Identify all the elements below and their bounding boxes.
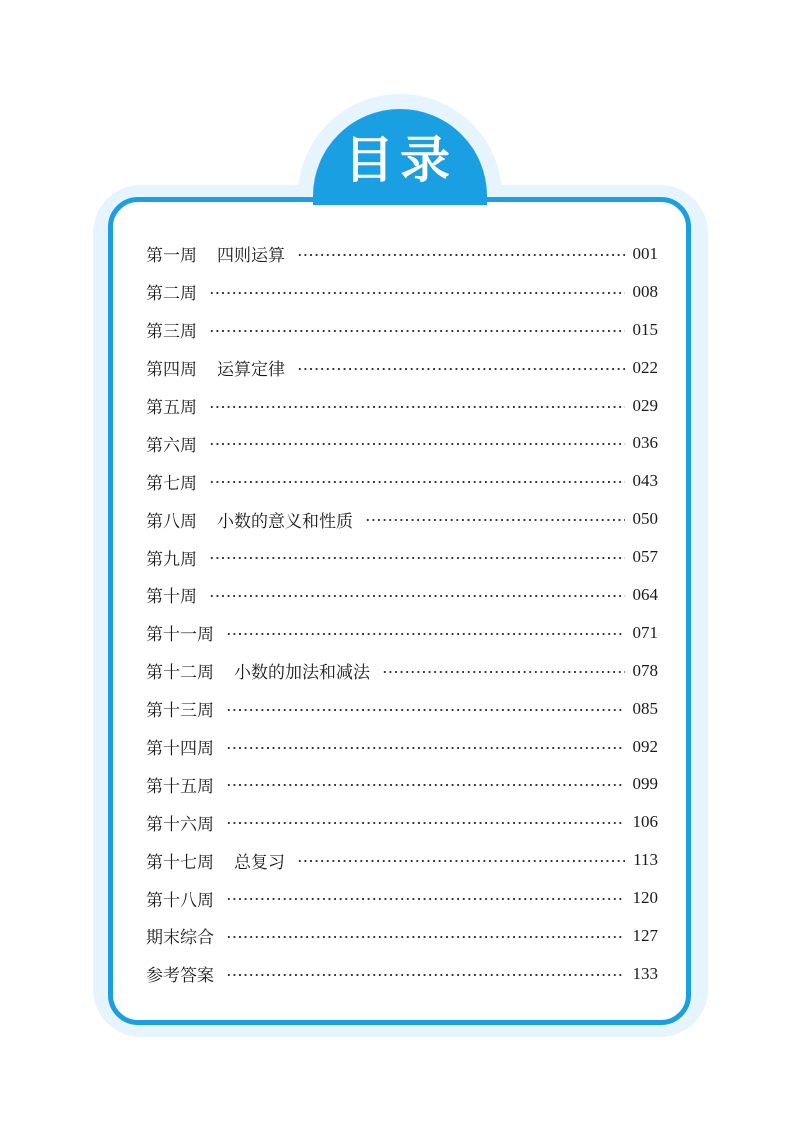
toc-entry-label: 第六周 bbox=[146, 435, 197, 456]
dot-leader bbox=[365, 519, 625, 521]
toc-entry-page: 022 bbox=[632, 357, 658, 377]
toc-entry-label: 第二周 bbox=[146, 284, 197, 305]
toc-list bbox=[146, 235, 658, 993]
toc-entry[interactable] bbox=[146, 841, 658, 879]
dot-leader bbox=[226, 898, 625, 900]
toc-entry-page: 106 bbox=[632, 812, 658, 832]
toc-entry-label: 第十四周 bbox=[146, 739, 214, 760]
toc-entry-page: 029 bbox=[632, 395, 658, 415]
dot-leader bbox=[297, 368, 625, 370]
toc-entry[interactable] bbox=[146, 273, 658, 311]
toc-entry-page: 050 bbox=[632, 509, 658, 529]
toc-entry-label: 第一周 bbox=[146, 246, 197, 267]
toc-entry[interactable] bbox=[146, 424, 658, 462]
toc-entry-label: 第十五周 bbox=[146, 776, 214, 797]
toc-entry-page: 099 bbox=[632, 774, 658, 794]
dot-leader bbox=[226, 936, 625, 938]
dot-leader bbox=[226, 709, 625, 711]
toc-entry[interactable] bbox=[146, 462, 658, 500]
toc-entry-page: 008 bbox=[632, 281, 658, 301]
dot-leader bbox=[209, 595, 625, 597]
toc-entry-label: 第八周 bbox=[146, 511, 197, 532]
toc-entry-topic: 四则运算 bbox=[217, 246, 285, 267]
dot-leader bbox=[226, 747, 625, 749]
toc-entry[interactable] bbox=[146, 803, 658, 841]
toc-entry-label: 第十八周 bbox=[146, 890, 214, 911]
toc-entry-page: 092 bbox=[632, 736, 658, 756]
toc-entry-page: 078 bbox=[632, 660, 658, 680]
toc-entry-page: 133 bbox=[632, 963, 658, 983]
dot-leader bbox=[209, 292, 625, 294]
toc-entry-page: 064 bbox=[632, 584, 658, 604]
toc-entry-topic: 小数的意义和性质 bbox=[217, 511, 353, 532]
dot-leader bbox=[226, 784, 625, 786]
dot-leader bbox=[209, 406, 625, 408]
toc-entry-label: 第十三周 bbox=[146, 701, 214, 722]
toc-entry[interactable] bbox=[146, 728, 658, 766]
dot-leader bbox=[382, 671, 625, 673]
dot-leader bbox=[209, 443, 625, 445]
toc-entry[interactable] bbox=[146, 387, 658, 425]
toc-entry[interactable] bbox=[146, 765, 658, 803]
toc-entry[interactable] bbox=[146, 538, 658, 576]
toc-entry-label: 第十六周 bbox=[146, 814, 214, 835]
toc-entry[interactable] bbox=[146, 235, 658, 273]
dot-leader bbox=[226, 822, 625, 824]
page-title: 目录 bbox=[344, 131, 456, 189]
toc-entry[interactable] bbox=[146, 652, 658, 690]
toc-entry[interactable] bbox=[146, 311, 658, 349]
toc-entry-label: 第九周 bbox=[146, 549, 197, 570]
toc-entry-label: 第三周 bbox=[146, 322, 197, 343]
toc-entry[interactable] bbox=[146, 614, 658, 652]
toc-entry-topic: 总复习 bbox=[234, 852, 285, 873]
toc-entry-page: 071 bbox=[632, 622, 658, 642]
dot-leader bbox=[297, 254, 625, 256]
toc-entry-label: 第十二周 bbox=[146, 663, 214, 684]
toc-entry-page: 043 bbox=[632, 471, 658, 491]
toc-entry-page: 036 bbox=[632, 433, 658, 453]
toc-entry-label: 第五周 bbox=[146, 398, 197, 418]
toc-entry[interactable] bbox=[146, 576, 658, 614]
toc-entry-label: 第七周 bbox=[146, 473, 197, 494]
toc-entry[interactable] bbox=[146, 690, 658, 728]
toc-entry[interactable] bbox=[146, 500, 658, 538]
toc-entry[interactable] bbox=[146, 917, 658, 955]
toc-entry[interactable] bbox=[146, 955, 658, 993]
toc-entry[interactable] bbox=[146, 349, 658, 387]
toc-entry-page: 085 bbox=[632, 698, 658, 718]
toc-entry-label: 第十一周 bbox=[146, 625, 214, 646]
toc-entry-label: 期末综合 bbox=[146, 928, 214, 949]
dot-leader bbox=[209, 330, 625, 332]
toc-entry-page: 127 bbox=[632, 925, 658, 945]
toc-entry-page: 015 bbox=[632, 319, 658, 339]
toc-entry-label: 参考答案 bbox=[146, 966, 214, 987]
dot-leader bbox=[297, 860, 625, 862]
dot-leader bbox=[209, 481, 625, 483]
toc-entry-label: 第四周 bbox=[146, 360, 197, 381]
toc-entry-page: 113 bbox=[633, 850, 658, 870]
toc-entry-label: 第十周 bbox=[146, 587, 197, 608]
toc-entry-page: 001 bbox=[632, 243, 658, 263]
toc-entry[interactable] bbox=[146, 879, 658, 917]
toc-entry-topic: 小数的加法和减法 bbox=[234, 663, 370, 684]
toc-entry-page: 120 bbox=[632, 888, 658, 908]
toc-entry-topic: 运算定律 bbox=[217, 360, 285, 381]
dot-leader bbox=[226, 633, 625, 635]
dot-leader bbox=[226, 974, 625, 976]
toc-entry-label: 第十七周 bbox=[146, 852, 214, 873]
toc-entry-page: 057 bbox=[632, 547, 658, 567]
dot-leader bbox=[209, 557, 625, 559]
